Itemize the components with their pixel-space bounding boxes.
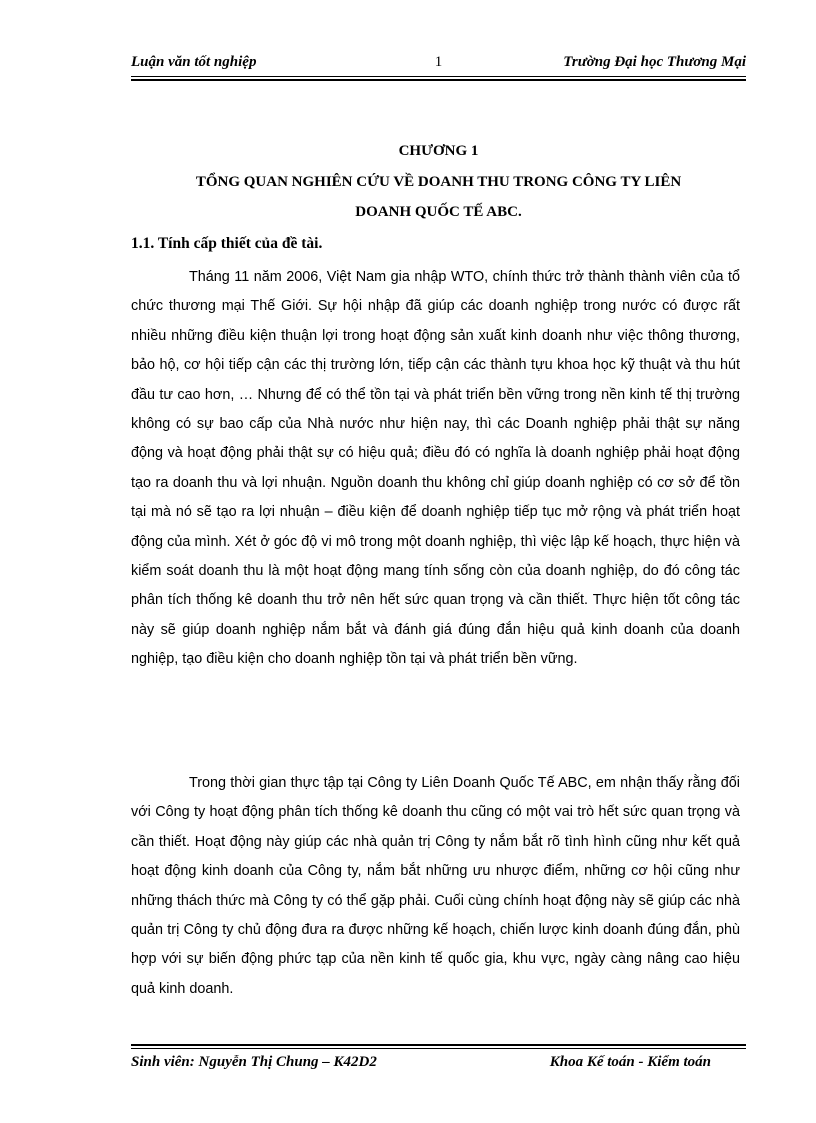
- header-rule: [131, 76, 746, 81]
- paragraph-text: Trong thời gian thực tập tại Công ty Liên Doanh Quốc Tế ABC, em nhận thấy rằng đối với Công ty hoạt động phân tích thống kê doanh thu cũng có một vai trò hết sức quan trọng và cần thiết. Hoạt động này giúp các nhà quản trị Công ty nắm bắt rõ tình hình cũng như kết quả hoạt động kinh doanh của Công ty, nắm bắt những ưu nhược điểm, những cơ hội cũng như những thách thức mà Công ty có thể gặp phải. Cuối cùng chính hoạt động này sẽ giúp các nhà quản trị Công ty chủ động đưa ra được những kế hoạch, chiến lược kinh doanh đúng đắn, phù hợp với sự biến động phức tạp của nền kinh tế quốc gia, khu vực, ngày càng nâng cao hiệu quả kinh doanh.: [131, 775, 740, 997]
- header-thesis-label: Luận văn tốt nghiệp: [131, 54, 257, 70]
- chapter-number: CHƯƠNG 1: [398, 143, 479, 159]
- body-paragraph-1: [131, 263, 740, 675]
- footer-student: Sinh viên: Nguyễn Thị Chung – K42D2: [131, 1054, 377, 1070]
- section-heading: 1.1. Tính cấp thiết của đề tài.: [131, 235, 323, 252]
- body-paragraph-2: [131, 769, 740, 1004]
- header-university: Trường Đại học Thương Mại: [563, 54, 746, 70]
- chapter-title-line1: TỔNG QUAN NGHIÊN CỨU VỀ DOANH THU TRONG CÔNG TY LIÊN: [195, 174, 682, 190]
- footer-faculty: Khoa Kế toán - Kiểm toán: [549, 1054, 711, 1070]
- paragraph-text: Tháng 11 năm 2006, Việt Nam gia nhập WTO, chính thức trở thành thành viên của tổ chức thương mại Thế Giới. Sự hội nhập đã giúp các doanh nghiệp trong nước có được rất nhiều những điều kiện thuận lợi trong hoạt động sản xuất kinh doanh như việc thông thương, bảo hộ, cơ hội tiếp cận các thị trường lớn, tiếp cận các thành tựu khoa học kỹ thuật và thu hút đầu tư cao hơn, … Nhưng để có thể tồn tại và phát triển bền vững trong nền kinh tế thị trường không có sự bao cấp của Nhà nước như hiện nay, thì các Doanh nghiệp phải thật sự năng động và hoạt động phải thật sự có hiệu quả; điều đó có nghĩa là doanh nghiệp phải hoạt động tạo ra doanh thu và lợi nhuận. Nguồn doanh thu không chỉ giúp doanh nghiệp có cơ sở để tồn tại mà nó sẽ tạo ra lợi nhuận – điều kiện để doanh nghiệp tiếp tục mở rộng và phát triển hoạt động của mình. Xét ở góc độ vi mô trong một doanh nghiệp, thì việc lập kế hoạch, thực hiện và kiểm soát doanh thu là một hoạt động mang tính sống còn của doanh nghiệp, do đó công tác phân tích thống kê doanh thu trở nên hết sức quan trọng và cần thiết. Thực hiện tốt công tác này sẽ giúp doanh nghiệp nắm bắt và đánh giá đúng đắn hiệu quả kinh doanh của doanh nghiệp, tạo điều kiện cho doanh nghiệp tồn tại và phát triển bền vững.: [131, 269, 740, 668]
- chapter-title-line2: DOANH QUỐC TẾ ABC.: [355, 204, 522, 220]
- page-footer: [131, 1054, 711, 1076]
- footer-rule: [131, 1044, 746, 1049]
- page-number: 1: [434, 54, 443, 70]
- page-header: [131, 50, 746, 76]
